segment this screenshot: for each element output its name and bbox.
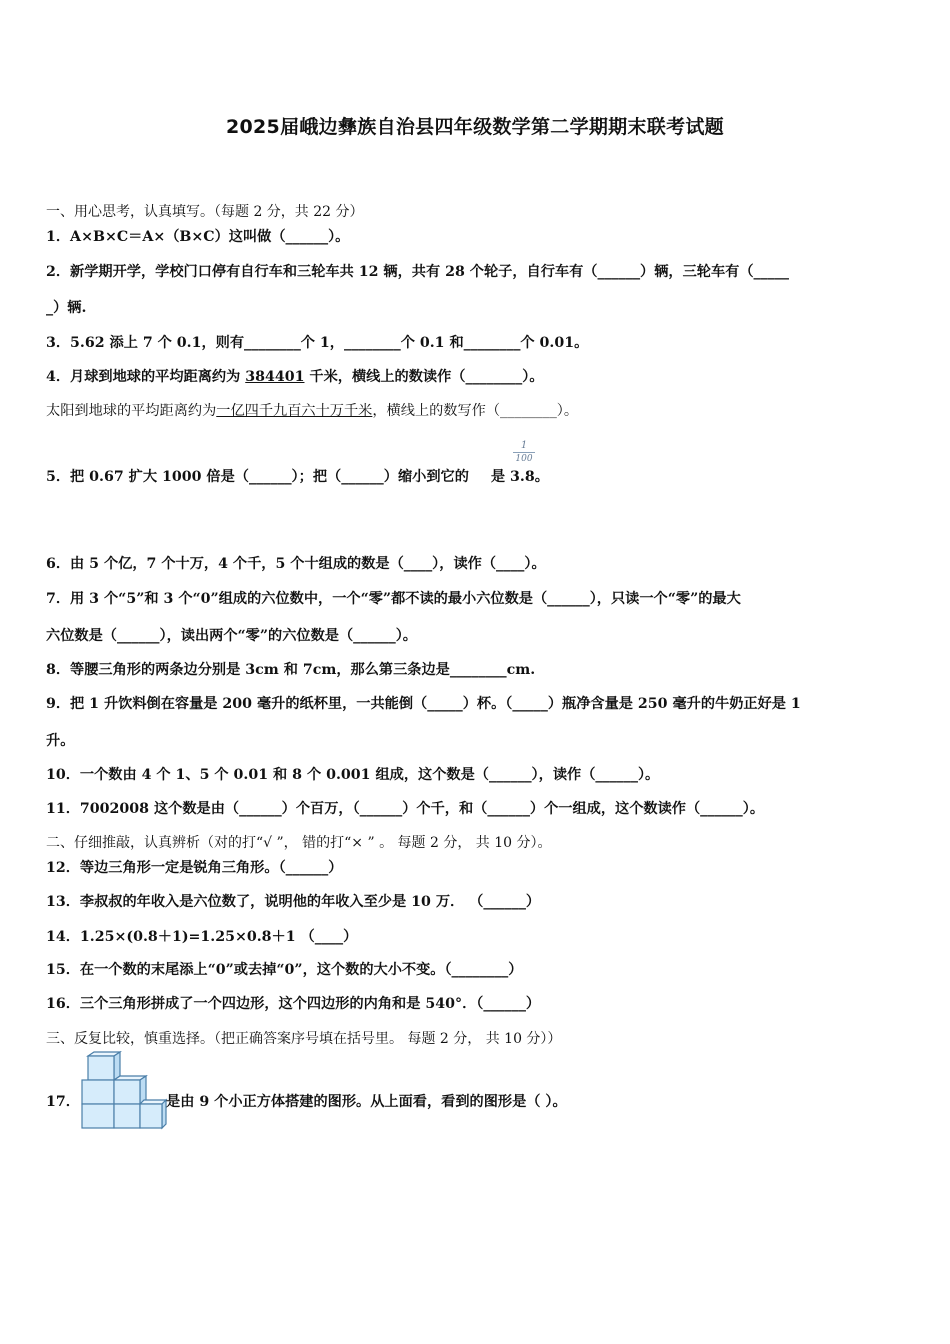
question-15: 15．在一个数的末尾添上“0”或去掉“0”，这个数的大小不变。（________） [46,962,523,978]
question-7: 7．用 3 个“5”和 3 个“0”组成的六位数中，一个“零”都不读的最小六位数是（______），只读一个“零”的最大 [46,591,741,607]
q4a-suffix: 千米，横线上的数读作（________）。 [304,369,544,385]
question-1: 1．A×B×C＝A×（B×C）这叫做（______）。 [46,229,350,245]
question-4a [46,367,544,387]
question-16: 16．三个三角形拼成了一个四边形，这个四边形的内角和是 540°．（______） [46,996,541,1012]
q4a-number: 384401 [245,369,305,385]
question-6: 6．由 5 个亿，7 个十万，4 个千，5 个十组成的数是（____），读作（____）。 [46,556,546,572]
question-10: 10．一个数由 4 个 1、5 个 0.01 和 8 个 0.001 组成，这个数是（______），读作（______）。 [46,767,660,783]
question-2-cont: _）辆. [46,300,87,316]
question-7-cont: 六位数是（______），读出两个“零”的六位数是（______）。 [46,628,417,644]
question-17: 是由 9 个小正方体搭建的图形。从上面看，看到的图形是（ ）。 [166,1094,567,1110]
question-3: 3．5.62 添上 7 个 0.1，则有________个 1，________个 0.1 和________个 0.01。 [46,335,589,351]
question-9-cont: 升。 [46,733,75,749]
q4a-prefix: 4．月球到地球的平均距离约为 [46,369,246,385]
cube-stack-figure [80,1050,168,1136]
section-1-heading: 一、用心思考，认真填写。（每题 2 分，共 22 分） [46,204,364,220]
fraction-denominator: 100 [515,454,533,464]
fraction-numerator: 1 [520,440,528,451]
question-17-number: 17． [46,1094,80,1110]
section-3-heading: 三、反复比较，慎重选择。（把正确答案序号填在括号里。 每题 2 分， 共 10 分）） [46,1031,562,1047]
question-11: 11．7002008 这个数是由（______）个百万，（______）个千，和（______）个一组成，这个数读作（______）。 [46,801,765,817]
fraction-bar [513,452,535,453]
question-5 [46,467,549,487]
question-9: 9．把 1 升饮料倒在容量是 200 毫升的纸杯里，一共能倒（_____）杯。（_____）瓶净含量是 250 毫升的牛奶正好是 1 [46,696,801,712]
question-8: 8．等腰三角形的两条边分别是 3cm 和 7cm，那么第三条边是________cm. [46,662,536,678]
question-13: 13．李叔叔的年收入是六位数了，说明他的年收入至少是 10 万． （______） [46,894,541,910]
fraction-one-hundredth [513,440,535,464]
q4b-number: 一亿四千九百六十万千米 [216,403,373,419]
page-title: 2025届峨边彝族自治县四年级数学第二学期期末联考试题 [226,116,724,138]
cube-stack-drawing [80,1050,168,1132]
q4b-suffix: ，横线上的数写作（________）。 [372,403,579,419]
question-14: 14．1.25×(0.8＋1)=1.25×0.8＋1 （____） [46,929,358,945]
question-12: 12．等边三角形一定是锐角三角形。（______） [46,860,343,876]
section-2-heading: 二、仔细推敲，认真辨析（对的打“√ ”， 错的打“× ” 。 每题 2 分， 共 10 分）。 [46,835,552,851]
question-4b [46,401,578,421]
question-2: 2．新学期开学，学校门口停有自行车和三轮车共 12 辆，共有 28 个轮子，自行车有（______）辆，三轮车有（_____ [46,264,790,280]
q5-prefix: 5．把 0.67 扩大 1000 倍是（______）；把（______）缩小到它的 [46,469,469,485]
q5-suffix: 是 3.8。 [490,469,549,485]
q4b-prefix: 太阳到地球的平均距离约为 [46,403,217,419]
